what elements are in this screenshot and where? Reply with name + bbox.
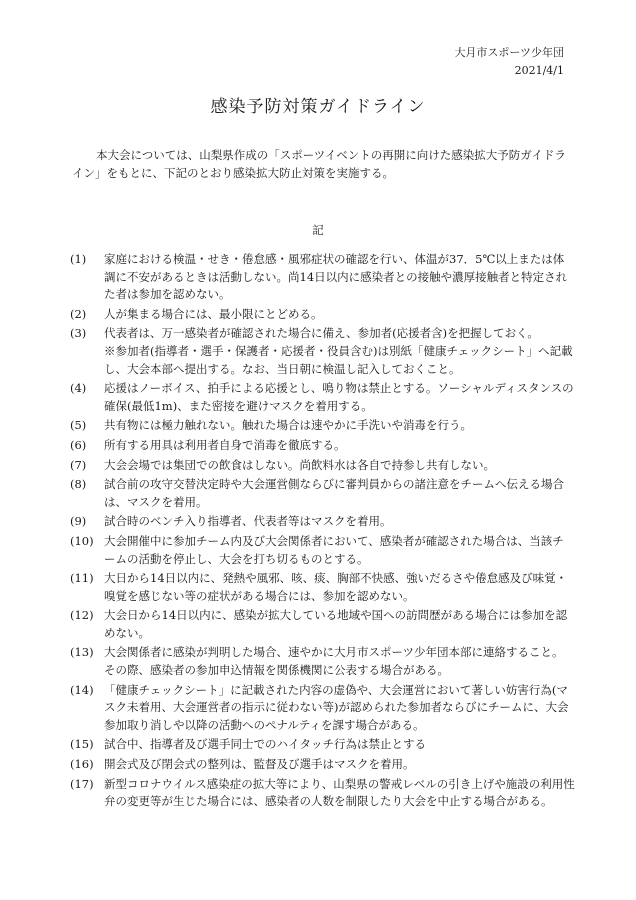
item-text: 人が集まる場合には、最小限にとどめる。 <box>104 306 323 321</box>
item-text: 所有する用具は利用者自身で消毒を徹底する。 <box>104 437 346 452</box>
document-title: 感染予防対策ガイドライン <box>210 97 426 117</box>
item-text: 大日から14日以内に、発熱や風邪、咳、痰、胸部不快感、強いだるさや倦怠感及び味覚・嗅覚を感じない等の症状がある場合には、参加を認めない。 <box>104 571 568 603</box>
item-text: 代表者は、万一感染者が確認された場合に備え、参加者(応援者含)を把握しておく。 <box>104 326 539 341</box>
item-text: 大会関係者に感染が判明した場合、速やかに大月市スポーツ少年団本部に連絡すること。その際、感染者の参加申込情報を関係機関に公表する場合がある。 <box>104 645 564 678</box>
item-number: (17) <box>70 776 94 791</box>
item-text: 共有物には極力触れない。触れた場合は速やかに手洗いや消毒を行う。 <box>104 418 472 433</box>
item-text: 新型コロナウイルス感染症の拡大等により、山梨県の警戒レベルの引き上げや施設の利用性弁の変更等が生じた場合には、感染者の人数を制限したり大会を中止する場合がある。 <box>104 776 575 809</box>
organization-name: 大月市スポーツ少年団 <box>454 46 564 59</box>
guideline-item <box>70 306 575 324</box>
item-number: (3) <box>70 326 87 341</box>
item-number: (10) <box>70 533 94 548</box>
item-number: (1) <box>70 252 87 266</box>
item-number: (8) <box>70 477 87 492</box>
guideline-item <box>70 644 575 679</box>
item-text: 応援はノーボイス、拍手による応援とし、鳴り物は禁止とする。ソーシャルディスタンスの確保(最低1m)、また密接を避けマスクを着用する。 <box>104 381 574 413</box>
item-text: 試合中、指導者及び選手同士でのハイタッチ行為は禁止とする <box>104 737 426 752</box>
item-number: (13) <box>70 645 94 660</box>
guideline-item <box>70 437 575 455</box>
item-number: (11) <box>70 571 94 586</box>
guideline-item <box>70 736 575 754</box>
item-number: (9) <box>70 514 87 529</box>
guideline-list <box>70 251 575 813</box>
item-number: (2) <box>70 306 87 321</box>
intro-paragraph: 本大会については、山梨県作成の「スポーツイベントの再開に向けた感染拡大予防ガイドライン」をもとに、下記のとおり感染拡大防止対策を実施する。 <box>72 148 566 180</box>
item-note: ※参加者(指導者・選手・保護者・応援者・役員含む)は別紙「健康チェックシート」へ記載し、大会本部へ提出する。なお、当日朝に検温し記入しておくこと。 <box>104 343 573 376</box>
guideline-item <box>70 776 575 811</box>
item-text: 大会開催中に参加チーム内及び大会関係者において、感染者が確認された場合は、当該チームの活動を停止し、大会を打ち切るものとする。 <box>104 533 564 566</box>
item-text: 開会式及び閉会式の整列は、監督及び選手はマスクを着用。 <box>104 757 415 772</box>
item-number: (14) <box>70 682 94 697</box>
item-text: 家庭における検温・せき・倦怠感・風邪症状の確認を行い、体温が37．5℃以上または体調に不安があるときは活動しない。尚14日以内に感染者との接触や濃厚接触者と特定された者は参加を認めない。 <box>104 252 568 302</box>
guideline-item <box>70 251 575 304</box>
item-number: (4) <box>70 381 87 396</box>
guideline-item <box>70 457 575 475</box>
item-text: 試合時のベンチ入り指導者、代表者等はマスクを着用。 <box>104 514 392 529</box>
item-text: 大会日から14日以内に、感染が拡大している地域や国への訪問歴がある場合には参加を認めない。 <box>104 608 568 640</box>
guideline-item <box>70 380 575 415</box>
item-number: (7) <box>70 457 87 472</box>
item-text: 「健康チェックシート」に記載された内容の虚偽や、大会運営において著しい妨害行為(マスク未着用、大会運営者の指示に従わない等)が認められた参加者ならびにチームに、大会参加取り消しや以降の活動へのペナルティを課す場合がある。 <box>104 682 569 732</box>
guideline-item <box>70 682 575 735</box>
guideline-item <box>70 513 575 531</box>
item-number: (12) <box>70 608 94 623</box>
guideline-item <box>70 570 575 605</box>
item-number: (5) <box>70 418 87 433</box>
ki-heading: 記 <box>312 223 324 237</box>
guideline-item <box>70 533 575 568</box>
item-number: (15) <box>70 737 94 752</box>
item-number: (16) <box>70 757 94 772</box>
guideline-item <box>70 325 575 378</box>
guideline-item <box>70 607 575 642</box>
document-date: 2021/4/1 <box>514 64 564 77</box>
document-header <box>454 44 564 80</box>
item-text: 大会会場では集団での飲食はしない。尚飲料水は各自で持参し共有しない。 <box>104 457 495 472</box>
item-number: (6) <box>70 437 87 452</box>
item-text: 試合前の攻守交替決定時や大会運営側ならびに審判員からの諸注意をチームへ伝える場合は、マスクを着用。 <box>104 477 564 509</box>
guideline-item <box>70 476 575 511</box>
guideline-item <box>70 417 575 435</box>
guideline-item <box>70 756 575 774</box>
